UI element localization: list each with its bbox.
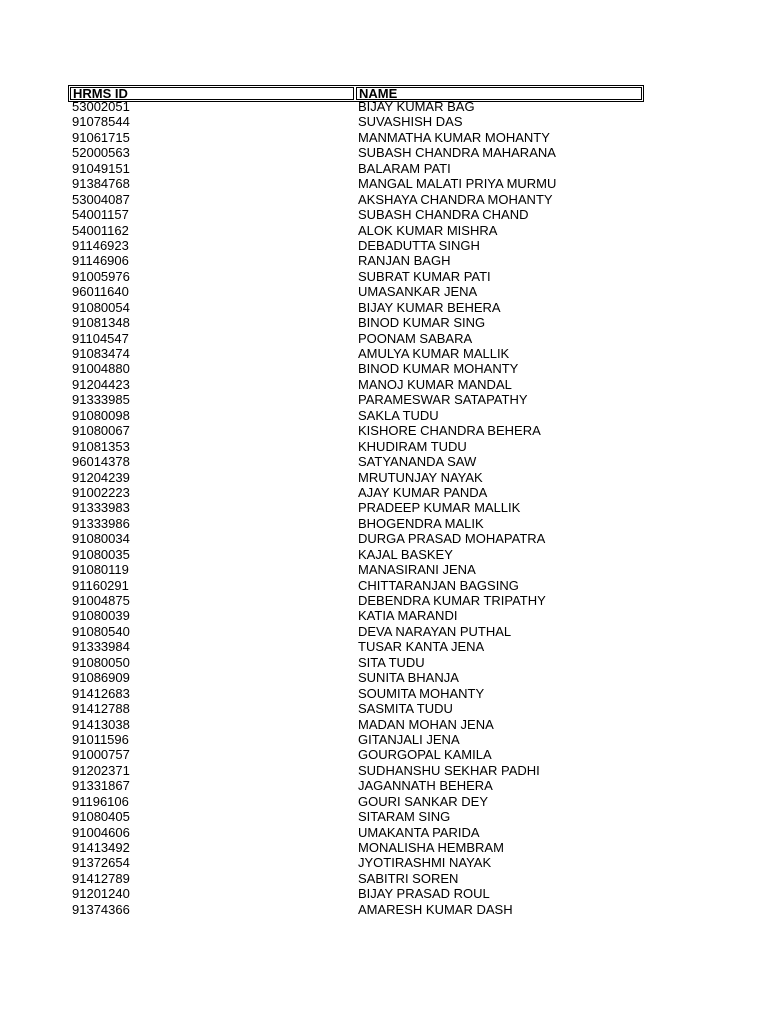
hrms-id-cell: 91146906 xyxy=(72,253,129,269)
name-cell: KATIA MARANDI xyxy=(358,608,458,624)
hrms-id-cell: 91002223 xyxy=(72,484,130,500)
hrms-id-cell: 52000563 xyxy=(72,145,130,161)
name-cell: UMASANKAR JENA xyxy=(358,284,478,300)
table-row xyxy=(68,671,644,686)
name-cell: SUBASH CHANDRA CHAND xyxy=(358,207,529,223)
hrms-id-cell: 91331867 xyxy=(72,778,130,794)
table-row xyxy=(68,856,644,871)
hrms-id-cell: 91081353 xyxy=(72,438,130,454)
hrms-id-cell: 91160291 xyxy=(72,577,129,593)
table-row xyxy=(68,254,644,269)
name-cell: DEBADUTTA SINGH xyxy=(358,237,480,253)
name-cell: SOUMITA MOHANTY xyxy=(358,685,485,701)
name-cell: DURGA PRASAD MOHAPATRA xyxy=(358,531,546,547)
table-row xyxy=(68,764,644,779)
hrms-id-cell: 91080098 xyxy=(72,407,130,423)
table-row xyxy=(68,162,644,177)
hrms-id-cell: 91080119 xyxy=(72,562,129,578)
table-row xyxy=(68,378,644,393)
name-cell: BINOD KUMAR MOHANTY xyxy=(358,361,519,377)
name-cell: KHUDIRAM TUDU xyxy=(358,438,467,454)
table-row xyxy=(68,347,644,362)
hrms-id-cell: 91080050 xyxy=(72,654,130,670)
name-cell: SUBASH CHANDRA MAHARANA xyxy=(358,145,556,161)
table-row xyxy=(68,718,644,733)
table-row xyxy=(68,440,644,455)
name-cell: SATYANANDA SAW xyxy=(358,454,477,470)
table-row xyxy=(68,270,644,285)
hrms-id-cell: 91004606 xyxy=(72,824,130,840)
name-cell: POONAM SABARA xyxy=(358,330,473,346)
name-cell: MANGAL MALATI PRIYA MURMU xyxy=(358,176,557,192)
table-row xyxy=(68,563,644,578)
hrms-id-cell: 91005976 xyxy=(72,268,130,284)
table-row xyxy=(68,146,644,161)
table-row xyxy=(68,208,644,223)
table-row xyxy=(68,579,644,594)
hrms-id-cell: 91412788 xyxy=(72,701,130,717)
name-cell: DEBENDRA KUMAR TRIPATHY xyxy=(358,593,546,608)
table-row xyxy=(68,532,644,547)
name-cell: SABITRI SOREN xyxy=(358,870,459,886)
name-cell: GOURGOPAL KAMILA xyxy=(358,747,492,763)
name-cell: RANJAN BAGH xyxy=(358,253,451,269)
name-cell: AKSHAYA CHANDRA MOHANTY xyxy=(358,191,553,207)
table-row xyxy=(68,193,644,208)
table-row xyxy=(68,548,644,563)
hrms-id-cell: 91333985 xyxy=(72,392,130,408)
hrms-id-cell: 91080054 xyxy=(72,299,130,315)
table-row xyxy=(68,131,644,146)
hrms-id-cell: 91061715 xyxy=(72,129,130,145)
name-cell: AJAY KUMAR PANDA xyxy=(358,484,488,500)
table-row xyxy=(68,779,644,794)
name-cell: SUVASHISH DAS xyxy=(358,114,463,130)
hrms-id-cell: 91196106 xyxy=(72,793,129,809)
name-cell: AMULYA KUMAR MALLIK xyxy=(358,346,510,361)
column-header-hrms-id: HRMS ID xyxy=(70,87,354,100)
hrms-id-cell: 91333983 xyxy=(72,500,130,516)
name-cell: BIJAY KUMAR BEHERA xyxy=(358,299,501,315)
table-row xyxy=(68,656,644,671)
hrms-id-cell: 91413492 xyxy=(72,840,130,855)
hrms-id-cell: 91049151 xyxy=(72,160,130,176)
name-cell: SITARAM SING xyxy=(358,809,451,825)
hrms-id-cell: 91372654 xyxy=(72,855,130,871)
employee-table xyxy=(68,85,644,918)
table-row xyxy=(68,872,644,887)
name-cell: MANMATHA KUMAR MOHANTY xyxy=(358,129,550,145)
table-row xyxy=(68,826,644,841)
table-row xyxy=(68,409,644,424)
hrms-id-cell: 91086909 xyxy=(72,670,130,686)
hrms-id-cell: 91333984 xyxy=(72,639,130,655)
hrms-id-cell: 91080034 xyxy=(72,531,130,547)
table-row xyxy=(68,625,644,640)
table-row xyxy=(68,733,644,748)
hrms-id-cell: 91078544 xyxy=(72,114,130,130)
table-row xyxy=(68,903,644,918)
hrms-id-cell: 91204239 xyxy=(72,469,130,485)
table-row xyxy=(68,301,644,316)
hrms-id-cell: 91201240 xyxy=(72,886,130,902)
table-row xyxy=(68,115,644,130)
hrms-id-cell: 91384768 xyxy=(72,176,130,192)
name-cell: ALOK KUMAR MISHRA xyxy=(358,222,498,238)
column-header-name: NAME xyxy=(356,87,642,100)
table-row xyxy=(68,362,644,377)
hrms-id-cell: 91202371 xyxy=(72,762,130,778)
table-row xyxy=(68,887,644,902)
name-cell: KAJAL BASKEY xyxy=(358,546,453,562)
name-cell: SUNITA BHANJA xyxy=(358,670,459,686)
hrms-id-cell: 91083474 xyxy=(72,346,130,361)
hrms-id-cell: 54001157 xyxy=(72,207,129,223)
hrms-id-cell: 91333986 xyxy=(72,515,130,531)
table-body xyxy=(68,100,644,918)
table-row xyxy=(68,393,644,408)
hrms-id-cell: 91081348 xyxy=(72,315,130,331)
hrms-id-cell: 53002051 xyxy=(72,99,130,114)
hrms-id-cell: 91004875 xyxy=(72,593,130,608)
name-cell: MONALISHA HEMBRAM xyxy=(358,840,504,855)
table-row xyxy=(68,517,644,532)
table-row xyxy=(68,810,644,825)
name-cell: JYOTIRASHMI NAYAK xyxy=(358,855,492,871)
name-cell: MANASIRANI JENA xyxy=(358,562,476,578)
name-cell: CHITTARANJAN BAGSING xyxy=(358,577,519,593)
hrms-id-cell: 91412789 xyxy=(72,870,130,886)
name-cell: GITANJALI JENA xyxy=(358,731,460,747)
hrms-id-cell: 91146923 xyxy=(72,237,129,253)
table-row xyxy=(68,795,644,810)
hrms-id-cell: 91000757 xyxy=(72,747,130,763)
name-cell: AMARESH KUMAR DASH xyxy=(358,901,513,917)
name-cell: PRADEEP KUMAR MALLIK xyxy=(358,500,521,516)
hrms-id-cell: 96014378 xyxy=(72,454,130,470)
table-row xyxy=(68,609,644,624)
name-cell: BIJAY PRASAD ROUL xyxy=(358,886,490,902)
table-row xyxy=(68,239,644,254)
name-cell: SASMITA TUDU xyxy=(358,701,453,717)
hrms-id-cell: 54001162 xyxy=(72,222,129,238)
name-cell: BHOGENDRA MALIK xyxy=(358,515,484,531)
name-cell: MADAN MOHAN JENA xyxy=(358,716,494,732)
name-cell: DEVA NARAYAN PUTHAL xyxy=(358,623,512,639)
hrms-id-cell: 91080035 xyxy=(72,546,130,562)
name-cell: JAGANNATH BEHERA xyxy=(358,778,493,794)
table-row xyxy=(68,177,644,192)
hrms-id-cell: 91080067 xyxy=(72,423,130,439)
table-row xyxy=(68,486,644,501)
hrms-id-cell: 91004880 xyxy=(72,361,130,377)
name-cell: BINOD KUMAR SING xyxy=(358,315,486,331)
table-row xyxy=(68,471,644,486)
table-row xyxy=(68,594,644,609)
table-row xyxy=(68,640,644,655)
name-cell: SUBRAT KUMAR PATI xyxy=(358,268,491,284)
hrms-id-cell: 91080540 xyxy=(72,623,130,639)
hrms-id-cell: 91412683 xyxy=(72,685,130,701)
table-row xyxy=(68,224,644,239)
name-cell: MANOJ KUMAR MANDAL xyxy=(358,376,512,392)
hrms-id-cell: 91374366 xyxy=(72,901,130,917)
hrms-id-cell: 91080405 xyxy=(72,809,130,825)
table-row xyxy=(68,100,644,115)
hrms-id-cell: 96011640 xyxy=(72,284,129,300)
table-row xyxy=(68,841,644,856)
table-row xyxy=(68,748,644,763)
table-row xyxy=(68,687,644,702)
name-cell: SAKLA TUDU xyxy=(358,407,439,423)
table-row xyxy=(68,702,644,717)
name-cell: UMAKANTA PARIDA xyxy=(358,824,480,840)
hrms-id-cell: 91204423 xyxy=(72,376,130,392)
table-row xyxy=(68,285,644,300)
name-cell: SITA TUDU xyxy=(358,654,425,670)
table-row xyxy=(68,332,644,347)
name-cell: MRUTUNJAY NAYAK xyxy=(358,469,483,485)
table-row xyxy=(68,455,644,470)
name-cell: BIJAY KUMAR BAG xyxy=(358,99,475,114)
table-row xyxy=(68,316,644,331)
name-cell: PARAMESWAR SATAPATHY xyxy=(358,392,528,408)
hrms-id-cell: 53004087 xyxy=(72,191,130,207)
name-cell: BALARAM PATI xyxy=(358,160,451,176)
hrms-id-cell: 91011596 xyxy=(72,731,129,747)
name-cell: TUSAR KANTA JENA xyxy=(358,639,485,655)
name-cell: KISHORE CHANDRA BEHERA xyxy=(358,423,541,439)
name-cell: SUDHANSHU SEKHAR PADHI xyxy=(358,762,540,778)
name-cell: GOURI SANKAR DEY xyxy=(358,793,489,809)
hrms-id-cell: 91413038 xyxy=(72,716,130,732)
hrms-id-cell: 91080039 xyxy=(72,608,130,624)
table-row xyxy=(68,424,644,439)
table-row xyxy=(68,501,644,516)
hrms-id-cell: 91104547 xyxy=(72,330,129,346)
